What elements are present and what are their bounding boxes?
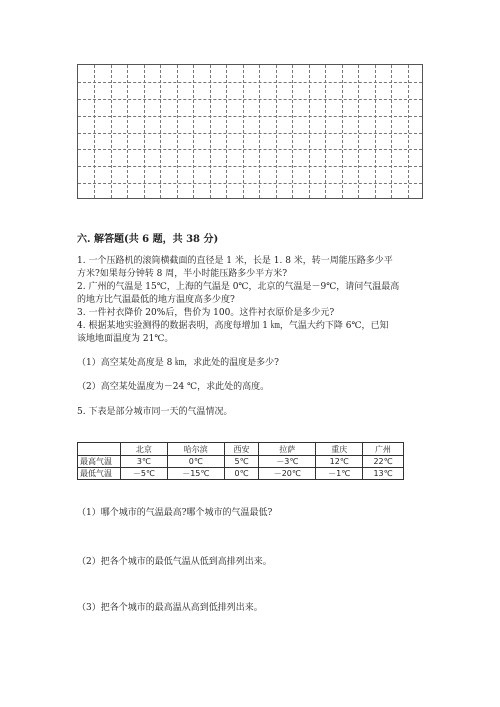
- question-3: 3. 一件衬衣降价 20%后，售价为 100。这件衬衣原价是多少元?: [77, 308, 335, 318]
- low-temp-cell: －15℃: [167, 468, 224, 480]
- grid-line: [78, 166, 422, 167]
- grid-line: [210, 65, 211, 198]
- table-header-row: [78, 443, 404, 456]
- grid-line: [78, 133, 422, 134]
- grid-line: [78, 82, 422, 83]
- question-4-line-1: 4. 根据某地实验测得的数据表明，高度每增加 1 ㎞，气温大约下降 6℃，已知: [77, 321, 389, 331]
- question-1-line-1: 1. 一个压路机的滚筒横截面的直径是 1 米，长是 1. 8 米，转一周能压路多少平: [77, 256, 393, 266]
- grid-line: [78, 149, 422, 150]
- row-label-high: 最高气温: [78, 456, 121, 468]
- grid-line: [292, 65, 293, 198]
- question-4-sub-2: （2）高空某处温度为－24 ℃，求此处的高度。: [77, 382, 270, 392]
- question-2-line-2: 的地方比气温最低的地方温度高多少度?: [77, 295, 235, 305]
- row-label-low: 最低气温: [78, 468, 121, 480]
- weather-table: [77, 442, 404, 480]
- grid-box: [77, 64, 423, 199]
- question-5-sub-1: （1）哪个城市的气温最高?哪个城市的气温最低?: [77, 508, 273, 518]
- high-temp-cell: 5℃: [224, 456, 258, 468]
- high-temp-cell: －3℃: [259, 456, 316, 468]
- question-4-sub-1: （1）高空某处高度是 8 ㎞，求此处的温度是多少?: [77, 358, 280, 368]
- high-temp-cell: 0℃: [167, 456, 224, 468]
- table-row-low: [78, 468, 404, 480]
- question-5-sub-2: （2）把各个城市的最低气温从低到高排列出来。: [77, 557, 272, 567]
- city-header: 哈尔滨: [167, 443, 224, 456]
- grid-line: [342, 65, 343, 198]
- high-temp-cell: 22℃: [363, 456, 404, 468]
- question-1-line-2: 方米?如果每分钟转 8 周，半小时能压路多少平方米?: [77, 269, 288, 279]
- city-header: 北京: [121, 443, 168, 456]
- grid-line: [193, 65, 194, 198]
- question-5: 5. 下表是部分城市同一天的气温情况。: [77, 407, 233, 417]
- grid-line: [78, 99, 422, 100]
- grid-line: [144, 65, 145, 198]
- grid-line: [78, 116, 422, 117]
- grid-line: [243, 65, 244, 198]
- question-2-line-1: 2. 广州的气温是 15℃，上海的气温是 0℃，北京的气温是－9℃，请问气温最高: [77, 282, 400, 292]
- answer-grid: [77, 64, 423, 199]
- low-temp-cell: －5℃: [121, 468, 168, 480]
- high-temp-cell: 3℃: [121, 456, 168, 468]
- grid-line: [127, 65, 128, 198]
- grid-line: [375, 65, 376, 198]
- table-row-high: [78, 456, 404, 468]
- grid-line: [276, 65, 277, 198]
- grid-line: [78, 183, 422, 184]
- grid-line: [325, 65, 326, 198]
- city-header: 重庆: [316, 443, 363, 456]
- high-temp-cell: 12℃: [316, 456, 363, 468]
- question-4-line-2: 该地地面温度为 21℃。: [77, 334, 174, 344]
- question-5-sub-3: （3）把各个城市的最高温从高到低排列出来。: [77, 603, 263, 613]
- grid-line: [358, 65, 359, 198]
- low-temp-cell: －1℃: [316, 468, 363, 480]
- low-temp-cell: －20℃: [259, 468, 316, 480]
- grid-line: [226, 65, 227, 198]
- grid-line: [309, 65, 310, 198]
- city-header: 拉萨: [259, 443, 316, 456]
- low-temp-cell: 13℃: [363, 468, 404, 480]
- grid-line: [408, 65, 409, 198]
- section-title: 六. 解答题(共 6 题，共 38 分): [77, 234, 219, 245]
- grid-line: [259, 65, 260, 198]
- table-corner-cell: [78, 443, 121, 456]
- grid-line: [94, 65, 95, 198]
- grid-line: [177, 65, 178, 198]
- low-temp-cell: 0℃: [224, 468, 258, 480]
- grid-line: [391, 65, 392, 198]
- grid-line: [160, 65, 161, 198]
- city-header: 西安: [224, 443, 258, 456]
- grid-line: [111, 65, 112, 198]
- city-header: 广州: [363, 443, 404, 456]
